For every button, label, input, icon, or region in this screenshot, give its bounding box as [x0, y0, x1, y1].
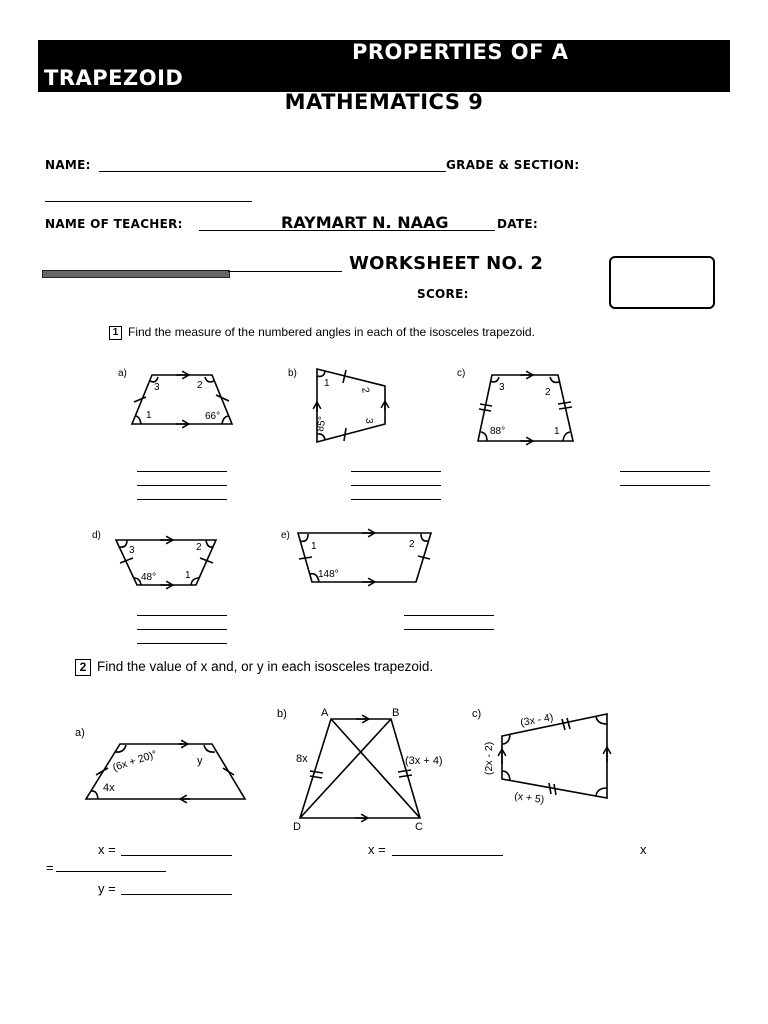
answer-line-1b-2[interactable]	[351, 485, 441, 486]
answer-2c-x-field[interactable]	[56, 871, 166, 872]
fig-1a-angle-66: 66°	[205, 411, 221, 422]
answer-2a-y-field[interactable]	[121, 894, 232, 895]
fig-2b-vertex-c: C	[415, 821, 423, 833]
fig-2b-label: b)	[277, 708, 287, 720]
fig-2c-side-top: (3x - 4)	[519, 711, 555, 729]
part1-number: 1	[109, 326, 122, 340]
answer-line-1d-2[interactable]	[137, 629, 227, 630]
fig-1e-angle-1: 1	[311, 541, 317, 552]
figure-1d	[92, 530, 216, 585]
fig-2a-expr-top: (6x + 20)°	[111, 748, 159, 774]
figure-1e	[281, 530, 431, 582]
fig-2b-vertex-d: D	[293, 821, 301, 833]
fig-2b-vertex-a: A	[321, 707, 329, 719]
figure-1a	[118, 368, 232, 424]
fig-1b-angle-2: 2	[359, 386, 371, 394]
answer-line-1e-1[interactable]	[404, 615, 494, 616]
part2-instruction	[75, 659, 433, 676]
fig-1b-label: b)	[288, 368, 297, 379]
title-line-2: TRAPEZOID	[44, 66, 184, 90]
fig-1d-angle-3: 3	[129, 545, 135, 556]
answer-line-1d-3[interactable]	[137, 643, 227, 644]
teacher-label: NAME OF TEACHER:	[45, 217, 183, 231]
fig-1a-angle-3: 3	[154, 382, 160, 393]
fig-1e-label: e)	[281, 530, 290, 541]
answer-line-1a-3[interactable]	[137, 499, 227, 500]
fig-1a-angle-2: 2	[197, 380, 203, 391]
figure-2c	[472, 708, 607, 806]
answer-line-1e-2[interactable]	[404, 629, 494, 630]
fig-1e-angle-148: 148°	[318, 569, 339, 580]
grade-section-label: GRADE & SECTION:	[446, 158, 580, 172]
answer-line-1b-3[interactable]	[351, 499, 441, 500]
fig-2b-side-8x: 8x	[296, 753, 308, 765]
answer-line-1a-1[interactable]	[137, 471, 227, 472]
answer-line-1a-2[interactable]	[137, 485, 227, 486]
answer-2a-y-label: y =	[98, 881, 116, 896]
score-label: SCORE:	[417, 287, 469, 301]
fig-2b-vertex-b: B	[392, 707, 400, 719]
fig-1b-angle-3: 3	[363, 418, 374, 424]
answer-line-1d-1[interactable]	[137, 615, 227, 616]
fig-2c-label: c)	[472, 708, 482, 720]
fig-2c-side-left: (2x - 2)	[483, 741, 495, 775]
fig-1c-label: c)	[457, 368, 466, 379]
fig-1b-angle-1: 1	[324, 378, 330, 389]
answer-2a-x-field[interactable]	[121, 855, 232, 856]
fig-2b-side-3x4: (3x + 4)	[405, 755, 443, 767]
figure-1b	[288, 368, 385, 442]
part1-instruction-text: Find the measure of the numbered angles in each of the isosceles trapezoid.	[128, 325, 535, 339]
answer-2c-x-label: x	[640, 842, 647, 857]
fig-2a-expr-4x: 4x	[103, 782, 115, 794]
fig-1d-label: d)	[92, 530, 101, 541]
fig-1e-angle-2: 2	[409, 539, 415, 550]
fig-1d-angle-2: 2	[196, 542, 202, 553]
teacher-name: RAYMART N. NAAG	[281, 213, 449, 232]
title-line-1: PROPERTIES OF A	[352, 40, 569, 64]
fig-1a-angle-1: 1	[146, 410, 152, 421]
answer-2b-x-label: x =	[368, 842, 386, 857]
figure-1c	[457, 368, 573, 441]
answer-line-1c-1[interactable]	[620, 471, 710, 472]
fig-1c-angle-2: 2	[545, 387, 551, 398]
answer-2c-eq: =	[46, 860, 54, 875]
name-label: NAME:	[45, 158, 91, 172]
part2-instruction-text: Find the value of x and, or y in each isosceles trapezoid.	[97, 659, 434, 675]
fig-1d-angle-1: 1	[185, 570, 191, 581]
subtitle: MATHEMATICS 9	[284, 90, 484, 114]
part2-number: 2	[75, 659, 91, 676]
answer-line-1b-1[interactable]	[351, 471, 441, 472]
answer-2a-x-label: x =	[98, 842, 116, 857]
answer-2b-x-field[interactable]	[392, 855, 503, 856]
fig-1d-angle-48: 48°	[141, 572, 157, 583]
fig-2a-label: a)	[75, 727, 85, 739]
fig-1c-angle-3: 3	[499, 382, 505, 393]
fig-1c-angle-1: 1	[554, 426, 560, 437]
date-label: DATE:	[497, 217, 538, 231]
fig-2a-expr-y: y	[197, 755, 203, 767]
fig-1a-label: a)	[118, 368, 127, 379]
figure-2a	[75, 727, 245, 799]
fig-1c-angle-88: 88°	[490, 426, 506, 437]
fig-2c-side-bottom: (x + 5)	[513, 790, 546, 807]
figure-2b	[277, 707, 443, 833]
fig-1b-angle-85: 85°	[315, 415, 329, 433]
answer-line-1c-2[interactable]	[620, 485, 710, 486]
worksheet-number: WORKSHEET NO. 2	[349, 253, 544, 274]
